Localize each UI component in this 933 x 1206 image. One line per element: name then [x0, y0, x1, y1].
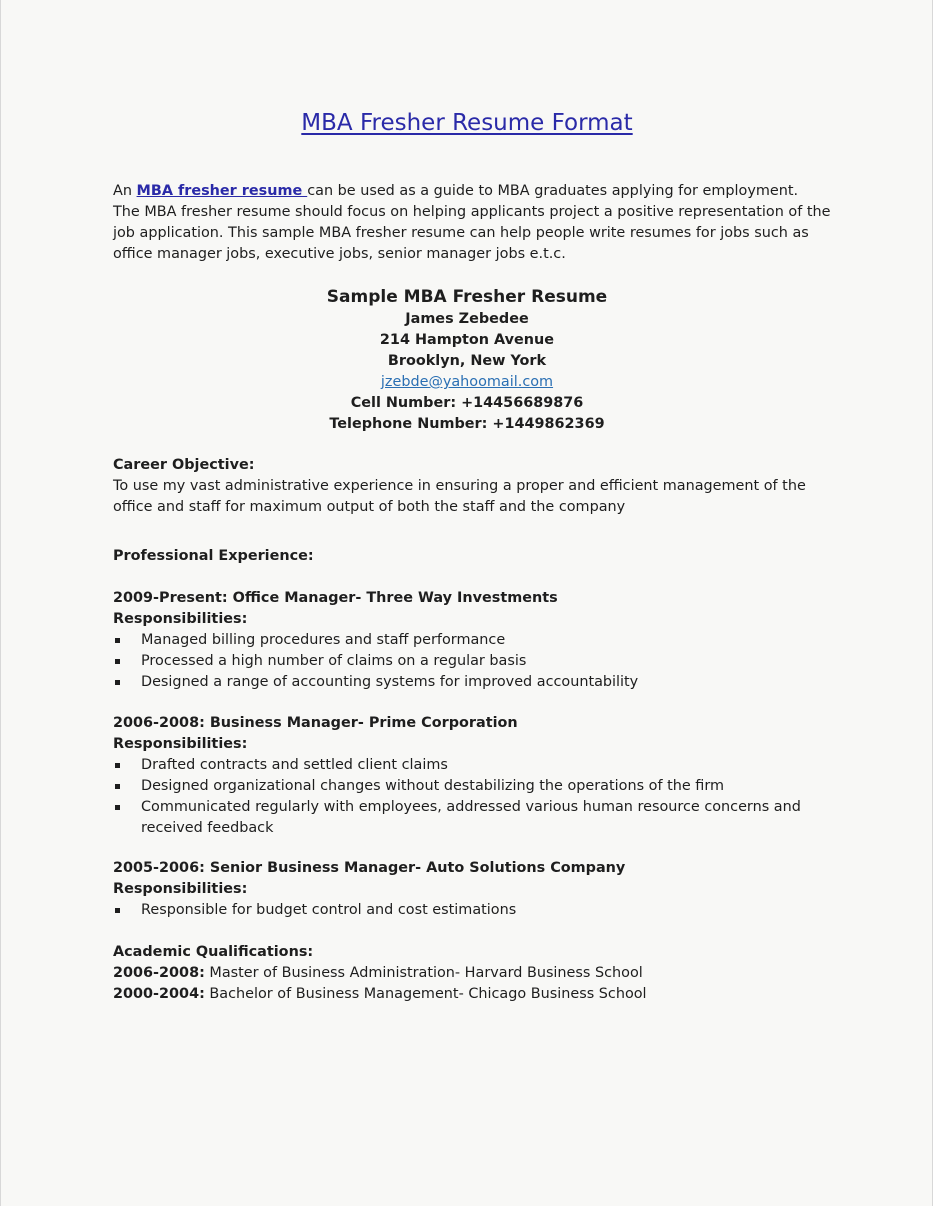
job-entry: [113, 588, 833, 693]
page-title: MBA Fresher Resume Format: [301, 110, 633, 136]
career-objective-section: [113, 455, 833, 518]
sample-heading: Sample MBA Fresher Resume: [326, 287, 608, 307]
address-line-1: 214 Hampton Avenue: [379, 332, 555, 348]
academic-degree: Master of Business Administration- Harvard Business School: [204, 965, 643, 981]
mba-fresher-resume-link[interactable]: MBA fresher resume: [136, 183, 308, 199]
job-entry: [113, 713, 833, 839]
list-item: Managed billing procedures and staff performance: [113, 630, 833, 651]
academic-years: 2006-2008:: [113, 965, 205, 981]
list-item: Responsible for budget control and cost estimations: [113, 900, 833, 921]
job-title: 2009-Present: Office Manager- Three Way Investments: [113, 590, 558, 606]
candidate-name: James Zebedee: [405, 311, 529, 327]
intro-prefix: An: [113, 183, 137, 199]
experience-heading-section: [113, 546, 833, 567]
academic-heading: Academic Qualifications:: [113, 944, 314, 960]
responsibilities-label: Responsibilities:: [113, 881, 248, 897]
list-item: Processed a high number of claims on a regular basis: [113, 651, 833, 672]
academic-row: [113, 963, 833, 984]
experience-heading: Professional Experience:: [113, 548, 314, 564]
responsibility-list: [113, 630, 833, 693]
academic-row: [113, 984, 833, 1005]
career-text: To use my vast administrative experience in ensuring a proper and efficient management of the office and staff for maximum output of both the staff and the company: [113, 478, 806, 515]
career-heading: Career Objective:: [113, 457, 255, 473]
responsibility-list: [113, 755, 833, 839]
job-title: 2006-2008: Business Manager- Prime Corporation: [113, 715, 518, 731]
responsibilities-label: Responsibilities:: [113, 736, 248, 752]
telephone-number: Telephone Number: +1449862369: [329, 416, 605, 432]
responsibilities-label: Responsibilities:: [113, 611, 248, 627]
intro-paragraph: [113, 181, 833, 265]
list-item: Drafted contracts and settled client claims: [113, 755, 833, 776]
cell-number: Cell Number: +14456689876: [350, 395, 584, 411]
academic-section: [113, 942, 833, 1005]
address-line-2: Brooklyn, New York: [387, 353, 547, 369]
job-title: 2005-2006: Senior Business Manager- Auto Solutions Company: [113, 860, 626, 876]
academic-degree: Bachelor of Business Management- Chicago Business School: [204, 986, 647, 1002]
intro-line2: The MBA fresher resume should focus on helping applicants project a positive representation of the job application. This sample MBA fresher resume can help people write resumes for jobs such as office manager jobs, executive jobs, senior manager jobs e.t.c.: [113, 204, 831, 262]
job-entry: [113, 858, 833, 921]
sample-header: [113, 286, 821, 435]
academic-years: 2000-2004:: [113, 986, 205, 1002]
list-item: Communicated regularly with employees, addressed various human resource concerns and received feedback: [113, 797, 801, 839]
intro-suffix: can be used as a guide to MBA graduates applying for employment.: [307, 183, 799, 199]
responsibility-list: [113, 900, 833, 921]
list-item: Designed a range of accounting systems for improved accountability: [113, 672, 833, 693]
list-item: Designed organizational changes without destabilizing the operations of the firm: [113, 776, 833, 797]
email-link[interactable]: jzebde@yahoomail.com: [380, 374, 554, 390]
